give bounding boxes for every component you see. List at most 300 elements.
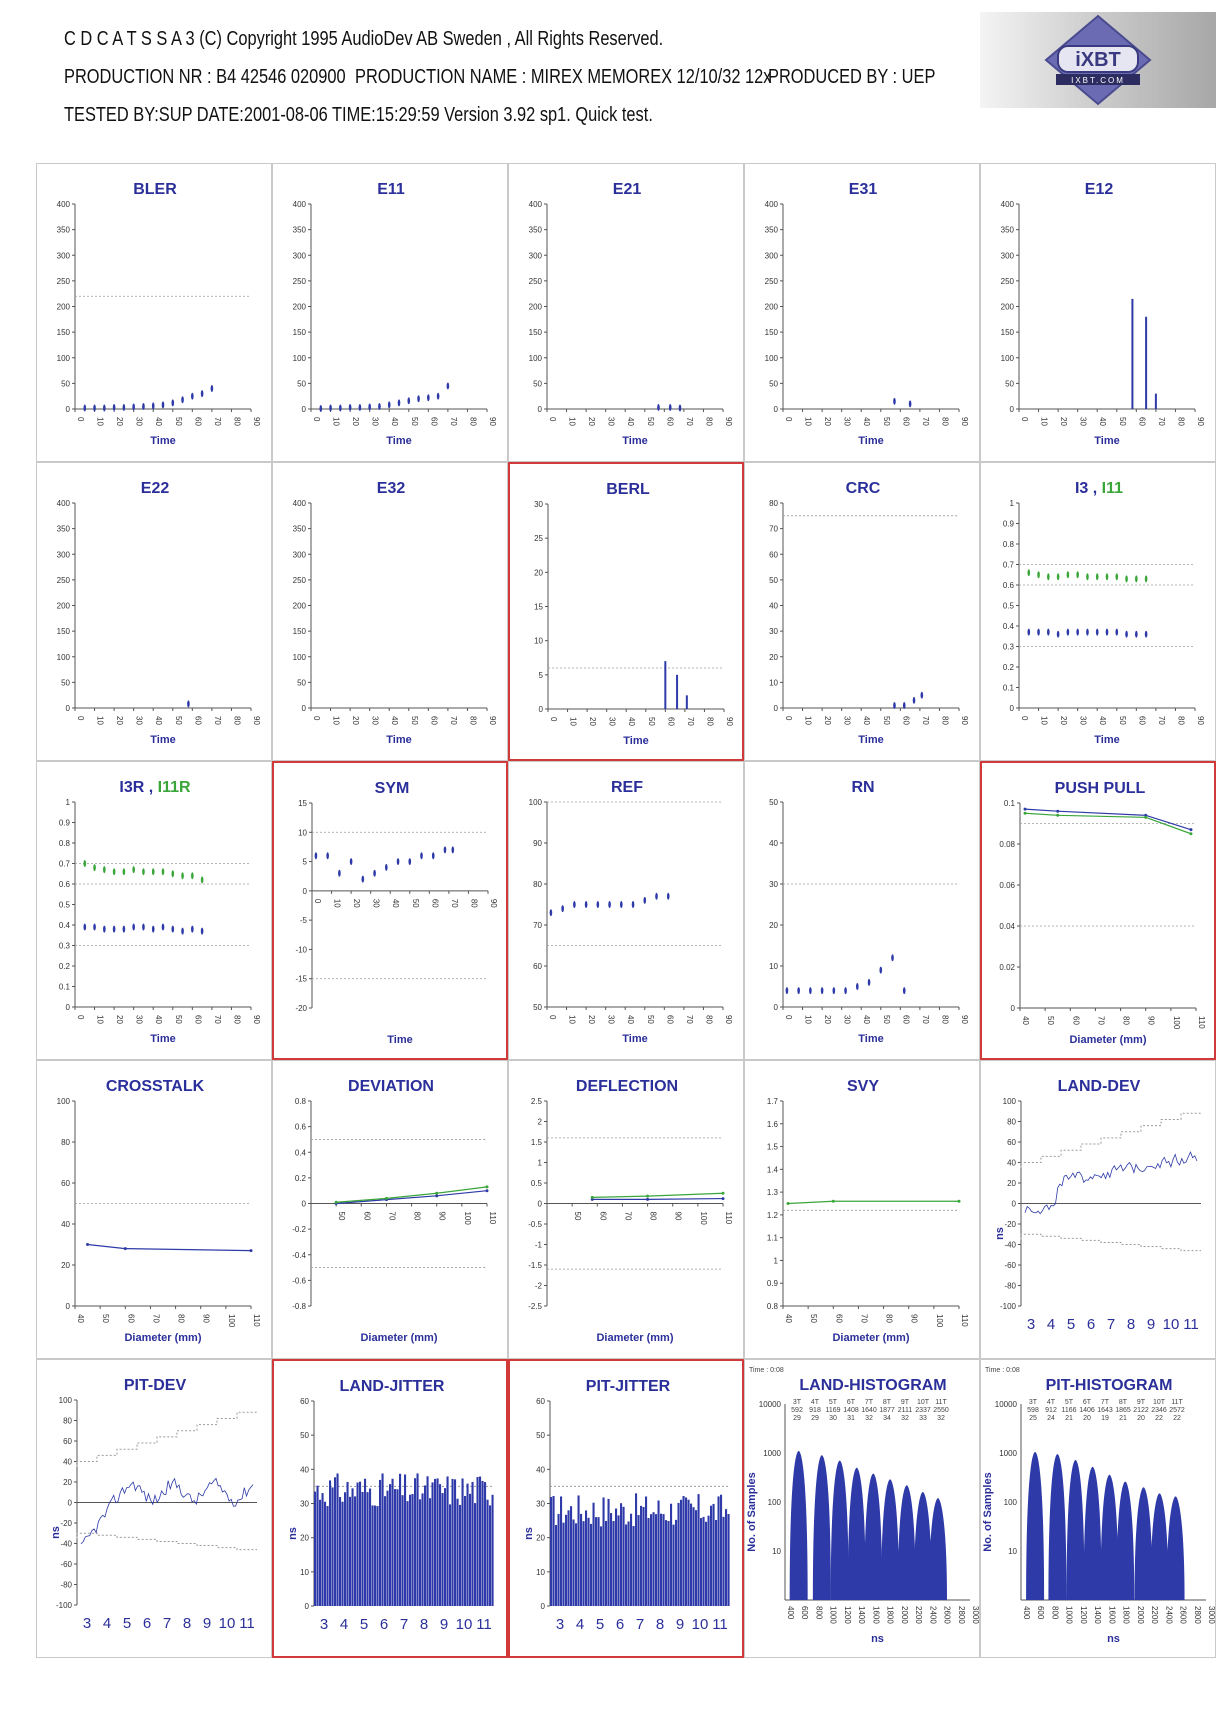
x-tick-label: 0 <box>784 716 793 721</box>
y-tick-label: 30 <box>769 627 778 637</box>
x-tick-label: 30 <box>1078 417 1088 426</box>
jitter-bar <box>314 1492 316 1606</box>
x-tick-label: 2200 <box>914 1606 924 1624</box>
class-mean: 1640 <box>861 1407 877 1414</box>
chart-svg-pitdev <box>37 1360 273 1659</box>
jitter-bar <box>364 1479 366 1606</box>
y-tick-label: 0.06 <box>999 881 1015 890</box>
x-category-label: 4 <box>102 1615 112 1632</box>
y-tick-label: 0.3 <box>1002 642 1014 652</box>
y-tick-label: 0.8 <box>1002 540 1014 549</box>
x-tick-label: 60 <box>901 716 911 725</box>
data-point <box>103 404 106 411</box>
series-line <box>592 1199 723 1200</box>
class-sigma: 24 <box>1047 1415 1055 1422</box>
y-tick-label: 20 <box>769 652 778 662</box>
data-point <box>643 897 646 904</box>
histogram-peak <box>881 1479 899 1600</box>
x-category-label: 3 <box>555 1616 565 1633</box>
histogram-peak <box>790 1451 808 1600</box>
x-category-label: 8 <box>182 1615 192 1632</box>
y-tick-label: 50 <box>533 1003 542 1012</box>
x-tick-label: 10 <box>95 716 105 725</box>
jitter-bar <box>329 1480 331 1606</box>
x-tick-label: 60 <box>598 1211 608 1221</box>
x-tick-label: 20 <box>1059 417 1069 426</box>
data-point <box>388 401 391 408</box>
x-tick-label: 10 <box>1039 417 1049 426</box>
y-tick-label: 150 <box>528 328 542 338</box>
x-tick-label: 110 <box>488 1211 497 1225</box>
y-tick-label: 0.5 <box>58 900 70 910</box>
data-point <box>797 987 800 994</box>
y-tick-label: 0.9 <box>58 818 70 828</box>
time-label: Time : 0:08 <box>749 1367 784 1374</box>
jitter-bar <box>550 1497 552 1606</box>
chart-panel-berl <box>508 462 744 761</box>
y-tick-label: 400 <box>528 200 542 209</box>
y-tick-label: 350 <box>56 524 70 534</box>
jitter-bar <box>389 1484 391 1606</box>
y-tick-label: 10 <box>534 636 543 646</box>
y-tick-label: 0 <box>65 1003 70 1012</box>
data-point <box>191 926 194 933</box>
data-point <box>435 1192 438 1195</box>
class-mean: 2572 <box>1169 1407 1185 1414</box>
data-point <box>113 404 116 411</box>
x-axis-title: Time <box>150 435 176 447</box>
y-tick-label: -80 <box>1004 1281 1016 1291</box>
chart-panel-deflection <box>508 1060 744 1359</box>
jitter-bar <box>492 1495 494 1606</box>
chart-svg-berl <box>510 464 746 763</box>
x-tick-label: 20 <box>115 1015 125 1024</box>
x-tick-label: 50 <box>1117 716 1127 725</box>
x-tick-label: 10 <box>331 417 341 426</box>
x-tick-label: 40 <box>862 417 872 426</box>
deviation-trace <box>1025 1152 1197 1214</box>
data-point <box>93 404 96 411</box>
y-tick-label: 80 <box>63 1416 72 1426</box>
x-tick-label: 90 <box>488 716 497 725</box>
data-point <box>486 1189 489 1192</box>
histogram-peak <box>1150 1493 1168 1600</box>
data-point <box>83 860 86 867</box>
data-point <box>338 870 341 877</box>
x-axis-title: Time <box>386 734 412 746</box>
class-sigma: 30 <box>829 1415 837 1422</box>
x-tick-label: 50 <box>645 1015 655 1024</box>
histogram-peak <box>1048 1454 1066 1600</box>
data-point <box>1106 573 1109 580</box>
x-tick-label: 0 <box>313 898 322 904</box>
jitter-bar <box>319 1500 321 1606</box>
y-tick-label: 250 <box>528 276 542 286</box>
x-tick-label: 80 <box>468 716 478 725</box>
jitter-bar <box>339 1497 341 1606</box>
chart-panel-e31 <box>744 163 980 462</box>
jitter-bar <box>653 1512 655 1606</box>
x-axis-title: Diameter (mm) <box>596 1332 674 1344</box>
chart-panel-e11 <box>272 163 508 462</box>
chart-title: E32 <box>376 480 406 497</box>
data-point <box>93 924 96 931</box>
x-tick-label: 20 <box>352 898 362 908</box>
jitter-bar <box>322 1493 324 1606</box>
histogram-peak <box>864 1474 882 1600</box>
jitter-bar <box>728 1514 730 1606</box>
x-category-label: 7 <box>635 1616 645 1633</box>
x-tick-label: 90 <box>1196 417 1205 426</box>
y-tick-label: 50 <box>1005 379 1014 389</box>
jitter-bar <box>419 1499 421 1606</box>
data-point <box>142 403 145 410</box>
y-tick-label: 300 <box>764 251 778 261</box>
x-category-label: 9 <box>1146 1316 1156 1333</box>
data-point <box>1076 629 1079 636</box>
x-tick-label: 40 <box>784 1314 793 1323</box>
data-point <box>171 926 174 933</box>
data-point <box>191 872 194 879</box>
y-tick-label: 50 <box>300 1431 309 1441</box>
data-point <box>657 404 660 411</box>
x-category-label: 8 <box>1126 1316 1136 1333</box>
x-category-label: 11 <box>239 1615 255 1632</box>
y-tick-label: 0.5 <box>1002 601 1014 611</box>
chart-panel-pithist <box>980 1359 1216 1658</box>
y-tick-label: 0 <box>773 1003 778 1012</box>
x-category-label: 9 <box>202 1615 212 1632</box>
y-tick-label: 300 <box>292 251 306 261</box>
x-category-label: 7 <box>399 1616 409 1633</box>
jitter-bar <box>628 1521 630 1606</box>
data-point <box>591 1196 594 1199</box>
x-tick-label: 0 <box>784 417 793 422</box>
data-point <box>132 403 135 410</box>
x-tick-label: 80 <box>469 898 479 908</box>
data-point <box>833 987 836 994</box>
x-tick-label: 0 <box>76 417 85 422</box>
y-tick-label: 20 <box>769 921 778 930</box>
x-tick-label: 90 <box>960 1015 969 1024</box>
y-tick-label: 70 <box>533 921 542 930</box>
jitter-bar <box>459 1505 461 1606</box>
x-category-label: 5 <box>122 1615 132 1632</box>
class-mean: 1169 <box>825 1407 841 1414</box>
y-tick-label: 250 <box>56 276 70 286</box>
chart-title: CROSSTALK <box>105 1078 205 1095</box>
x-tick-label: 40 <box>391 898 401 908</box>
series-line <box>336 1187 487 1202</box>
y-tick-label: 40 <box>63 1457 72 1467</box>
jitter-bar <box>414 1478 416 1606</box>
class-label: 4T <box>810 1399 820 1406</box>
data-point <box>1135 575 1138 582</box>
data-point <box>1056 814 1059 817</box>
jitter-bar <box>613 1521 615 1606</box>
y-tick-label: 30 <box>536 1499 545 1509</box>
x-tick-label: 70 <box>920 1015 930 1024</box>
y-tick-label: 40 <box>769 601 778 611</box>
jitter-bar <box>427 1476 429 1606</box>
x-category-label: 10 <box>691 1616 709 1633</box>
x-tick-label: 80 <box>940 716 950 725</box>
y-tick-label: 0 <box>537 405 542 414</box>
histogram-peak <box>1100 1475 1118 1600</box>
y-tick-label: -0.8 <box>292 1302 306 1311</box>
x-tick-label: 60 <box>1137 716 1147 725</box>
y-tick-label: 150 <box>292 627 306 637</box>
jitter-bar <box>643 1507 645 1606</box>
ixbt-logo <box>980 12 1216 108</box>
chart-title: DEVIATION <box>348 1078 434 1095</box>
x-tick-label: 90 <box>724 1015 733 1024</box>
x-tick-label: 80 <box>940 417 950 426</box>
jitter-bar <box>469 1494 471 1606</box>
jitter-bar <box>412 1494 414 1606</box>
data-point <box>152 402 155 409</box>
x-tick-label: 80 <box>176 1314 186 1323</box>
jitter-bar <box>705 1522 707 1606</box>
x-tick-label: 70 <box>449 898 459 908</box>
class-label: 6T <box>1082 1399 1092 1406</box>
x-category-label: 5 <box>1066 1316 1076 1333</box>
y-tick-label: 50 <box>536 1431 545 1441</box>
x-tick-label: 90 <box>1146 1016 1156 1025</box>
data-point <box>124 1247 127 1250</box>
jitter-bar <box>575 1523 577 1606</box>
x-tick-label: 60 <box>126 1314 136 1323</box>
y-tick-label: 100 <box>56 353 70 363</box>
y-tick-label: 0.4 <box>1002 622 1014 631</box>
jitter-bar <box>352 1488 354 1606</box>
y-tick-label: 10 <box>300 1567 309 1577</box>
x-tick-label: 600 <box>1036 1606 1046 1620</box>
x-axis-title: Time <box>1094 435 1120 447</box>
y-tick-label: 50 <box>769 798 778 807</box>
data-point <box>722 1192 725 1195</box>
x-tick-label: 40 <box>154 417 164 426</box>
x-category-label: 11 <box>476 1616 492 1633</box>
header-production-nr: PRODUCTION NR : B4 42546 020900 <box>64 66 346 88</box>
data-point <box>385 864 388 871</box>
x-tick-label: 80 <box>468 417 478 426</box>
chart-title: RN <box>851 779 875 796</box>
y-tick-label: 50 <box>533 379 542 389</box>
x-tick-label: 0 <box>784 1015 793 1020</box>
chart-panel-i3r <box>36 761 272 1060</box>
chart-title: SYM <box>374 780 410 797</box>
y-tick-label: -60 <box>1004 1261 1016 1270</box>
jitter-bar <box>640 1506 642 1606</box>
y-tick-label: 150 <box>292 328 306 338</box>
x-tick-label: 100 <box>226 1314 236 1328</box>
y-tick-label: 20 <box>61 1261 70 1270</box>
x-category-label: 6 <box>379 1616 389 1633</box>
x-tick-label: 70 <box>684 417 694 426</box>
jitter-bar <box>454 1479 456 1606</box>
chart-panel-e32 <box>272 462 508 761</box>
y-tick-label: 1.4 <box>766 1165 778 1175</box>
y-tick-label: -0.5 <box>528 1220 542 1229</box>
time-label: Time : 0:08 <box>985 1367 1020 1374</box>
chart-title: SVY <box>846 1078 880 1095</box>
x-tick-label: 10 <box>567 1015 577 1024</box>
x-tick-label: 90 <box>909 1314 919 1323</box>
class-mean: 918 <box>809 1407 821 1414</box>
jitter-bar <box>359 1482 361 1606</box>
chart-panel-sym <box>272 761 508 1060</box>
jitter-bar <box>638 1515 640 1606</box>
x-tick-label: 40 <box>390 716 400 725</box>
x-tick-label: 2600 <box>942 1606 952 1624</box>
jitter-bar <box>444 1488 446 1606</box>
data-point <box>201 928 204 935</box>
y-tick-label: 0.04 <box>999 922 1015 931</box>
jitter-bar <box>467 1484 469 1606</box>
data-point <box>362 876 365 883</box>
x-tick-label: 2600 <box>1178 1606 1188 1624</box>
class-sigma: 25 <box>1029 1415 1037 1422</box>
data-point <box>201 390 204 397</box>
jitter-bar <box>668 1521 670 1606</box>
y-axis-title: No. of Samples <box>746 1472 758 1552</box>
histogram-peak <box>848 1468 866 1600</box>
jitter-bar <box>658 1500 660 1606</box>
y-tick-label: 400 <box>1000 200 1014 209</box>
data-point <box>1047 629 1050 636</box>
y-tick-label: 1.7 <box>766 1097 778 1106</box>
x-axis-title: Diameter (mm) <box>360 1332 438 1344</box>
y-tick-label: 2 <box>537 1117 542 1127</box>
chart-svg-ref <box>509 762 745 1061</box>
x-axis-title: Time <box>386 435 412 447</box>
jitter-bar <box>402 1495 404 1606</box>
x-tick-label: 60 <box>193 417 203 426</box>
jitter-bar <box>397 1489 399 1606</box>
jitter-bar <box>347 1482 349 1606</box>
y-tick-label: 20 <box>300 1533 309 1543</box>
y-tick-label: 10 <box>769 678 778 688</box>
y-tick-label: 70 <box>769 524 778 534</box>
data-point <box>1037 571 1040 578</box>
class-mean: 1166 <box>1061 1407 1077 1414</box>
y-tick-label: 200 <box>56 302 70 312</box>
x-category-label: 11 <box>712 1616 728 1633</box>
x-tick-label: 2000 <box>899 1606 909 1624</box>
histogram-peak <box>929 1498 947 1600</box>
data-point <box>1145 575 1148 582</box>
jitter-bar <box>387 1491 389 1606</box>
jitter-bar <box>560 1496 562 1606</box>
jitter-bar <box>447 1476 449 1606</box>
jitter-bar <box>713 1504 715 1606</box>
y-tick-label: 1000 <box>999 1449 1017 1458</box>
y-tick-label: 0.6 <box>294 1122 306 1132</box>
y-tick-label: 80 <box>1007 1117 1016 1127</box>
data-point <box>1024 808 1027 811</box>
chart-panel-landhist <box>744 1359 980 1658</box>
jitter-bar <box>580 1514 582 1606</box>
y-tick-label: 0.9 <box>1002 519 1014 529</box>
jitter-bar <box>688 1500 690 1606</box>
chart-svg-e11 <box>273 164 509 463</box>
data-point <box>909 400 912 407</box>
class-sigma: 32 <box>937 1415 945 1422</box>
y-tick-label: -5 <box>299 916 307 926</box>
y-tick-label: 300 <box>292 550 306 560</box>
jitter-bar <box>369 1489 371 1606</box>
x-tick-label: 10 <box>332 898 342 908</box>
class-mean: 592 <box>791 1407 803 1414</box>
x-tick-label: 90 <box>960 716 969 725</box>
x-tick-label: 80 <box>704 1015 714 1024</box>
data-point <box>1047 573 1050 580</box>
x-category-label: 3 <box>319 1616 329 1633</box>
x-tick-label: 10 <box>568 717 578 726</box>
data-point <box>326 852 329 859</box>
y-tick-label: 60 <box>769 550 778 560</box>
x-tick-label: 1000 <box>1064 1606 1074 1624</box>
jitter-bar <box>615 1509 617 1606</box>
x-tick-label: 2800 <box>956 1606 966 1624</box>
y-axis-title: ns <box>287 1527 299 1540</box>
data-point <box>585 901 588 908</box>
jitter-bar <box>437 1478 439 1606</box>
x-tick-label: 2000 <box>1135 1606 1145 1624</box>
y-tick-label: 25 <box>534 534 543 544</box>
limit-line <box>77 1412 257 1466</box>
y-tick-label: 1000 <box>763 1449 781 1458</box>
jitter-bar <box>555 1525 557 1606</box>
class-sigma: 32 <box>901 1415 909 1422</box>
class-mean: 2122 <box>1133 1407 1149 1414</box>
y-tick-label: 40 <box>536 1465 545 1475</box>
data-point <box>171 399 174 406</box>
x-tick-label: 110 <box>1197 1016 1206 1029</box>
data-point <box>315 852 318 859</box>
y-tick-label: 100 <box>528 798 542 807</box>
y-tick-label: 15 <box>534 602 543 612</box>
chart-svg-pitjitter <box>510 1361 746 1660</box>
jitter-bar <box>655 1514 657 1606</box>
x-tick-label: 80 <box>704 417 714 426</box>
y-tick-label: 100 <box>58 1396 72 1405</box>
x-axis-title: Diameter (mm) <box>832 1332 910 1344</box>
x-tick-label: 800 <box>1050 1606 1060 1620</box>
x-tick-label: 70 <box>623 1211 633 1221</box>
chart-title: PIT-HISTOGRAM <box>1045 1377 1173 1394</box>
y-tick-label: 0.1 <box>1002 683 1014 693</box>
y-tick-label: 80 <box>769 499 778 508</box>
y-tick-label: 30 <box>769 880 778 889</box>
data-point <box>921 692 924 699</box>
y-tick-label: 0.4 <box>294 1148 306 1158</box>
x-tick-label: 30 <box>606 417 616 426</box>
x-tick-label: 50 <box>337 1211 347 1221</box>
data-point <box>407 397 410 404</box>
jitter-bar <box>392 1479 394 1606</box>
data-point <box>162 868 165 875</box>
jitter-bar <box>489 1505 491 1606</box>
data-point <box>452 846 455 853</box>
x-tick-label: 50 <box>645 417 655 426</box>
header-copyright: C D C A T S S A 3 (C) Copyright 1995 AudioDev AB Sweden , All Rights Reserved. <box>64 28 664 50</box>
x-tick-label: 40 <box>862 716 872 725</box>
x-axis-title: Time <box>623 735 649 747</box>
x-tick-label: 70 <box>1096 1016 1106 1025</box>
x-tick-label: 10 <box>95 417 105 426</box>
